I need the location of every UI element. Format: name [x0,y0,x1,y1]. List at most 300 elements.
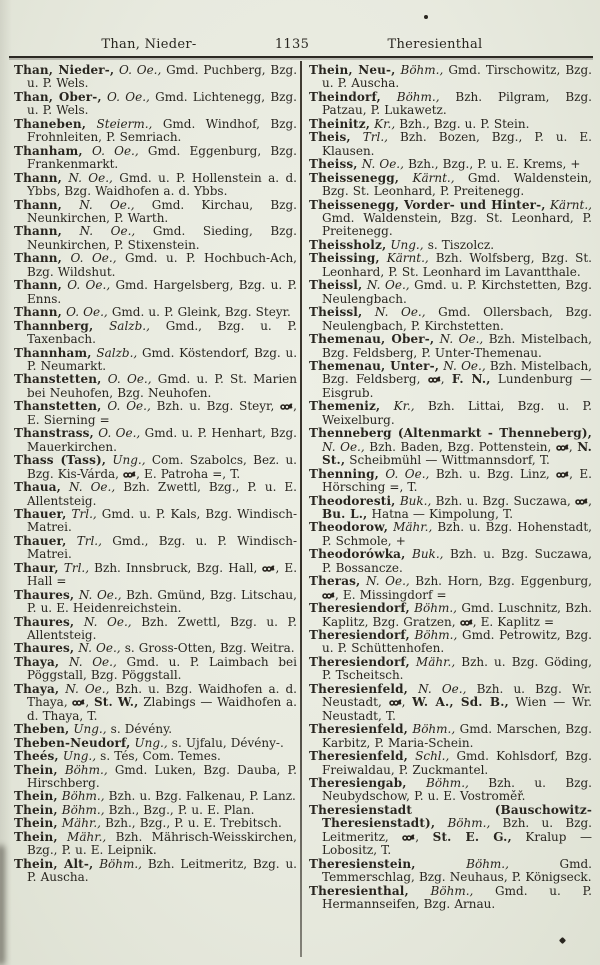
entry-text: , E. Missingdorf = [335,587,447,602]
entry-headword: Theben, [14,722,70,737]
region-abbrev: Böhm., [407,722,456,737]
entry [14,400,297,427]
entry [14,373,297,400]
region-abbrev: Ung., [106,453,146,468]
column-right [309,64,592,912]
region-abbrev: N. Oe., [439,358,486,373]
entry-text: , E. Hall = [27,560,298,589]
region-abbrev: N. Oe., [322,439,365,454]
region-abbrev: Kärnt., [399,170,455,185]
region-abbrev: N. Oe., [74,641,121,656]
entry-headword: Thein, [14,829,58,844]
entry-text: Bzh. Mährisch-Weisskirchen, Bzg., P. u. E. Leipnik. [27,829,297,858]
posthorn-icon [72,695,85,709]
entry-text: s. Ujfalu, Dévény-. [167,735,284,750]
entry-text: Bzh., Bzg. u. P. Stein. [395,116,530,131]
entry-text: Gmd. Kirchau, Bzg. Neunkirchen, P. Warth. [27,197,297,225]
binding-smudge [0,845,5,965]
entry-text: Gmd. Hargelsberg, Bzg. u. P. Enns. [27,278,297,306]
region-abbrev: Mähr., [57,816,101,831]
entry-text: Bzh. Leitmeritz, Bzg. u. P. Auscha. [27,856,297,885]
region-abbrev: Böhm., [380,89,440,104]
region-abbrev: Kärnt., [545,197,592,212]
entry-headword: Thaures, [14,614,75,629]
entry-text: Bzh. u. Bzg. Linz, [429,466,557,481]
region-abbrev: Kärnt., [379,251,429,266]
entry-text: Gmd. Waldenstein, Bzg. St. Leonhard, P. Preitenegg. [322,170,592,199]
region-abbrev: O. Oe., [93,426,141,441]
entry-text: Bzh. u. Bzg. Neubydschow, P. u. E. Vostroměř. [322,776,592,804]
posthorn-icon [402,830,415,844]
entry-headword: Thauer, [14,533,67,548]
entry-headword: Theissenegg, Vorder- und Hinter-, [309,197,546,212]
entry-text: Gmd. Puchberg, Bzg. u. P. Wels. [27,63,298,91]
entry-text: Bzh. Littai, Bzg. u. P. Weixelburg. [322,399,592,427]
entry-headword: Theresienfeld, [309,722,408,737]
region-abbrev: Trl., [350,130,388,145]
entry-text: , [588,493,592,508]
entry [309,723,592,750]
entry [14,790,297,803]
region-abbrev: Böhm., [409,601,457,616]
entry-text: Bzh. u. Bzg. Falkenau, P. Lanz. [104,789,296,804]
entry-headword: Thenning, [309,466,379,481]
region-abbrev: O. Oe., [378,466,430,481]
entry-text: Bzh., Bzg., P. u. E. Trebitsch. [101,816,282,831]
running-header-right: Theresienthal [387,37,483,52]
railway-abbrev: N. St., [322,439,592,468]
entry [14,347,297,374]
entry-text: Gmd. Petrowitz, Bzg. u. P. Schüttenhofen. [322,628,592,656]
region-abbrev: Trl., [66,533,102,548]
entry-headword: Thass (Tass), [14,453,107,468]
entry-headword: Thein, [14,802,58,817]
entry-text: Bzh. Wolfsberg, Bzg. St. Leonhard, P. St. Leonhard im Lavantthale. [322,251,592,279]
entry-text: Bzh. Zwettl, Bzg. u. P. Allentsteig. [27,614,297,643]
entry-headword: Thaures, [14,587,75,602]
entry [309,158,592,171]
entry-headword: Thaya, [14,654,60,669]
entry-text: Bzh. Pilgram, Bzg. Patzau, P. Lukawetz. [322,89,592,118]
entry-headword: Thanstrass, [14,426,94,441]
entry-headword: Thein, [14,762,58,777]
entry [14,91,297,118]
region-abbrev: Böhm., [57,762,108,777]
entry [309,91,592,118]
entry-text: , E. Sierning = [27,399,297,427]
entry-headword: Than, Nieder-, [14,63,115,77]
entry-headword: Theissl, [309,278,363,293]
entry [14,320,297,347]
railway-abbrev: St. W., [93,695,139,710]
entry-text: Bzh. Gmünd, Bzg. Litschau, P. u. E. Heidenreichstein. [27,587,297,616]
ink-speck [559,937,566,944]
entry [309,602,592,629]
entry-text: , [85,695,94,710]
region-abbrev: O. Oe., [114,63,162,77]
posthorn-icon [262,561,275,575]
region-abbrev: N. Oe., [61,224,136,239]
region-abbrev: Trl., [58,560,90,575]
entry [309,777,592,804]
entry-text: , [415,829,433,844]
entry-text: Gmd., Bzg. u. P. Windisch-Matrei. [27,533,297,562]
entry-headword: Themenau, Unter-, [309,358,440,373]
region-abbrev: N. Oe., [61,197,135,212]
entry-headword: Thann, [14,251,62,266]
entry-text: Gmd., Bzg. u. P. Taxenbach. [27,318,297,347]
region-abbrev: Mähr., [57,829,107,844]
entry-headword: Theindorf, [309,89,381,104]
entry-headword: Theresienstadt (Bauschowitz-Theresienstadt), [309,802,592,831]
entry-headword: Thann, [14,224,62,239]
entry-headword: Theodoresti, [309,493,396,508]
entry [14,145,297,172]
entry-headword: Theinitz, [309,116,371,131]
entry [309,468,592,495]
region-abbrev: Kr., [380,399,415,414]
region-abbrev: Mähr., [388,520,433,535]
entry-headword: Theresienfeld, [309,749,408,764]
region-abbrev: N. Oe., [362,278,410,293]
entry-text: Wien — Wr. Neustadt, T. [322,695,592,723]
region-abbrev: N. Oe., [61,480,116,495]
entry [309,427,592,467]
region-abbrev: Böhm., [93,856,142,871]
posthorn-icon [556,467,569,481]
entry-text: , [401,695,413,710]
entry-headword: Than, Ober-, [14,89,102,104]
entry-text: Gmd. Luken, Bzg. Dauba, P. Hirschberg. [27,762,297,791]
posthorn-icon [322,588,335,602]
entry-text: s. Tiszolcz. [423,237,495,252]
region-abbrev: Böhm., [406,776,469,791]
entry [14,454,297,481]
posthorn-icon [280,399,293,413]
entry-text: Gmd. u. P. Henhart, Bzg. Mauerkirchen. [27,426,297,454]
entry-text: Gmd. Eggenburg, Bzg. Frankenmarkt. [27,143,297,172]
entry [309,683,592,723]
entry-text: Bzh., Bzg., P. u. E. Plan. [104,802,255,817]
entry-text: Gmd. u. P. Hollenstein a. d. Ybbs, Bzg. Waidhofen a. d. Ybbs. [27,170,297,199]
entry-headword: Theissl, [309,305,363,320]
entry [309,172,592,199]
entry-headword: Theés, [14,749,59,764]
entry-headword: Theresiengab, [309,776,407,791]
entry [14,172,297,199]
entry [309,118,592,131]
entry [309,64,592,91]
region-abbrev: Kr., [370,116,396,131]
entry-headword: Theresiendorf, [309,628,410,643]
entry-text: Gmd. Ollersbach, Bzg. Neulengbach, P. Kirchstetten. [322,305,592,333]
entry [309,629,592,656]
entry-headword: Thanstetten, [14,399,102,414]
column-divider [300,61,302,957]
running-header-left: Than, Nieder- [101,37,197,52]
entry-headword: Theis, [309,130,351,145]
region-abbrev: Salzb., [93,318,150,333]
entry-text: Bzh., Bzg., P. u. E. Krems, + [403,157,581,172]
region-abbrev: N. Oe., [59,681,110,696]
railway-abbrev: Bu. L., [322,506,368,521]
entry-text: , [568,439,578,454]
entry-headword: Thann, [14,170,62,185]
entry-headword: Theresienstein, [309,856,416,871]
region-abbrev: Böhm., [415,856,509,871]
entry-text: Gmd. Windhof, Bzg. Frohnleiten, P. Semriach. [27,116,297,145]
region-abbrev: N. Oe., [407,681,467,696]
entry-text: Bzh. Mistelbach, Bzg. Feldsberg, P. Unter-Themenau. [322,332,592,360]
entry-headword: Thanstetten, [14,372,102,387]
entry-text: Bzh. u. Bzg. Leitmeritz, [322,816,592,844]
entry-text: Gmd. Temmerschlag, Bzg. Neuhaus, P. Königseck. [322,856,592,885]
entry [14,750,297,763]
entry [14,642,297,655]
entry [14,858,297,885]
entry [14,199,297,226]
entry-text: Scheibmühl — Wittmannsdorf, T. [345,453,550,468]
entry-text: Bzh. Zwettl, Bzg., P. u. E. Allentsteig. [27,480,297,508]
entry [309,804,592,858]
entry-text: , E. Kaplitz = [472,614,555,629]
entry-text: Bzh. Bozen, Bzg., P. u. E. Klausen. [322,130,592,158]
entry-text: Gmd. u. P. Hochbuch-Ach, Bzg. Wildshut. [27,251,298,279]
entry [309,131,592,158]
entry-text: Gmd. Sieding, Bzg. Neunkirchen, P. Stixenstein. [27,224,297,252]
entry-headword: Theresiendorf, [309,654,410,669]
region-abbrev: O. Oe., [61,251,117,266]
entry-text: Bzh. Mistelbach, Bzg. Feldsberg, [322,358,592,387]
entry-headword: Theodorówka, [309,547,406,562]
region-abbrev: Böhm., [57,789,105,804]
entry-text: Lundenburg — Eisgrub. [322,372,592,400]
entry-headword: Themeniz, [309,399,381,414]
entry-text: Bzh. u. Bzg. Steyr, [150,399,281,414]
column-left [14,64,297,885]
railway-abbrev: St. E. G., [432,829,512,844]
entry-text: , E. Hörsching =, T. [322,466,592,495]
entry [309,495,592,522]
region-abbrev: Böhm., [57,802,105,817]
region-abbrev: Böhm., [409,628,458,643]
entry [309,333,592,360]
region-abbrev: O. Oe., [61,278,111,293]
entry [14,427,297,454]
region-abbrev: Steierm., [86,116,153,131]
entry [14,616,297,643]
region-abbrev: Ung., [69,722,107,737]
region-abbrev: O. Oe., [101,89,150,104]
entry-headword: Theissholz, [309,237,387,252]
entry-headword: Thenneberg (Altenmarkt - Thenneberg), [309,426,592,441]
entry [14,118,297,145]
entry [309,575,592,602]
posthorn-icon [123,467,136,481]
entry-text: Gmd. Köstendorf, Bzg. u. P. Neumarkt. [27,345,298,373]
entry-headword: Thannberg, [14,318,94,333]
entry-text: Com. Szabolcs, Bez. u. Bzg. Kis-Várda, [27,453,297,481]
entry-text: Bzh. Baden, Bzg. Pottenstein, [364,439,556,454]
entry [309,306,592,333]
entry [14,481,297,508]
region-abbrev: Ung., [130,735,168,750]
entry [14,589,297,616]
entry [309,199,592,239]
entry-text: Gmd. Tirschowitz, Bzg. u. P. Auscha. [322,63,592,91]
posthorn-icon [460,615,473,629]
entry-headword: Thein, [14,789,58,804]
entry-text: Bzh. u. Bzg. Waidhofen a. d. Thaya, [27,681,297,710]
entry-text: Gmd. u. P. Kirchstetten, Bzg. Neulengbach. [322,278,592,306]
region-abbrev: Buk., [395,493,432,508]
region-abbrev: O. Oe., [101,372,152,387]
entry-headword: Thein, [14,816,58,831]
entry [309,750,592,777]
entry-text: Gmd. u. P. Laimbach bei Pöggstall, Bzg. Pöggstall. [27,654,297,683]
region-abbrev: Mähr., [409,654,456,669]
region-abbrev: Salzb., [91,345,138,360]
entry-headword: Thein, Alt-, [14,856,94,871]
entry-text: Bzh. Horn, Bzg. Eggenburg, [409,574,592,589]
entry [14,683,297,723]
entry [309,656,592,683]
entry-headword: Theiss, [309,157,358,172]
entry-headword: Theissenegg, [309,170,400,185]
entry-text: , [440,372,452,387]
entry [14,225,297,252]
entry-headword: Thauer, [14,506,67,521]
region-abbrev: N. Oe., [357,157,404,172]
entry [309,239,592,252]
region-abbrev: Böhm., [435,816,491,831]
entry-headword: Theras, [309,574,361,589]
region-abbrev: Ung., [386,237,424,252]
region-abbrev: N. Oe., [360,574,410,589]
entry-headword: Theresiendorf, [309,601,410,616]
region-abbrev: Ung., [58,749,97,764]
entry-headword: Thann, [14,197,62,212]
posthorn-icon [575,494,588,508]
entry-text: Bzh. Innsbruck, Bzg. Hall, [89,560,263,575]
entry-text: s. Gross-Otten, Bzg. Weitra. [120,641,295,656]
entry [14,279,297,306]
entry [14,723,297,736]
posthorn-icon [389,695,402,709]
entry-headword: Thein, Neu-, [309,63,396,77]
entry-text: Zlabings — Waidhofen a. d. Thaya, T. [27,695,297,723]
entry [14,737,297,750]
region-abbrev: Buk., [405,547,444,562]
entry [14,535,297,562]
region-abbrev: N. Oe., [61,170,113,185]
entry-text: Gmd. u. P. St. Marien bei Neuhofen, Bzg. Neuhofen. [27,372,297,400]
region-abbrev: N. Oe., [362,305,426,320]
entry-headword: Thaur, [14,560,59,575]
railway-abbrev: W. A., Sd. B., [412,695,509,710]
entry-text: Gmd. Kohlsdorf, Bzg. Freiwaldau, P. Zuckmantel. [322,749,592,777]
entry-headword: Theresienfeld, [309,681,408,696]
entry-headword: Theben-Neudorf, [14,735,131,750]
entry-text: Gmd. Lichtenegg, Bzg. u. P. Wels. [27,89,297,118]
entry [14,817,297,830]
entry-headword: Theodorow, [309,520,389,535]
entry-headword: Theissing, [309,251,380,266]
entry [14,306,297,319]
entry-headword: Thaya, [14,681,60,696]
entry [309,360,592,400]
region-abbrev: Schl., [407,749,450,764]
entry [309,858,592,885]
entry [309,885,592,912]
entry-text: Bzh. u. Bzg. Suczawa, P. Bossancze. [322,547,592,575]
entry-headword: Thannham, [14,345,92,360]
entry [309,548,592,575]
page-number: 1135 [274,37,310,52]
region-abbrev: N. Oe., [434,332,484,347]
entry [309,400,592,427]
entry-text: Bzh. u. Bzg. Suczawa, [431,493,576,508]
region-abbrev: O. Oe., [82,143,139,158]
entry-text: Bzh. u. Bzg. Göding, P. Tscheitsch. [322,654,592,683]
region-abbrev: Böhm., [408,883,474,898]
entry [14,508,297,535]
entry-text: Gmd. u. P. Hermannseifen, Bzg. Arnau. [322,883,592,912]
entry-headword: Thaua, [14,480,62,495]
entry [309,521,592,548]
region-abbrev: Böhm., [395,63,444,77]
posthorn-icon [556,440,569,454]
entry-text: Gmd. Marschen, Bzg. Karbitz, P. Maria-Schein. [322,722,592,750]
entry [309,252,592,279]
entry-headword: Thann, [14,305,62,320]
region-abbrev: O. Oe., [61,305,108,320]
entry-text: Bzh. u. Bzg. Wr. Neustadt, [322,681,592,710]
entry-text: Gmd. Luschnitz, Bzh. Kaplitz, Bzg. Gratzen, [322,601,592,629]
entry [14,252,297,279]
entry-headword: Thann, [14,278,62,293]
region-abbrev: O. Oe., [101,399,151,414]
entry-text: Hatna — Kimpolung, T. [367,506,514,521]
ink-speck [424,15,428,19]
entry-text: s. Dévény. [106,722,173,737]
header-rule [9,56,593,58]
railway-abbrev: F. N., [451,372,491,387]
region-abbrev: N. Oe., [59,654,117,669]
entry-text: Gmd. u. P. Kals, Bzg. Windisch-Matrei. [27,506,298,535]
region-abbrev: N. Oe., [74,614,132,629]
region-abbrev: Trl., [66,506,97,521]
entry [14,831,297,858]
region-abbrev: N. Oe., [74,587,122,602]
posthorn-icon [428,372,441,386]
entry [14,804,297,817]
entry-text: Gmd. u. P. Gleink, Bzg. Steyr. [107,305,291,320]
entry-text: , E. Patroha =, T. [136,466,241,481]
entry-headword: Thanham, [14,143,83,158]
entry [14,562,297,589]
entry [14,64,297,91]
entry-text: Gmd. Waldenstein, Bzg. St. Leonhard, P. Preitenegg. [322,210,592,239]
entry-headword: Thaures, [14,641,75,656]
entry-text: Bzh. u. Bzg. Hohenstadt, P. Schmole, + [322,520,592,548]
entry [14,764,297,791]
entry [14,656,297,683]
entry-text: Kralup — Lobositz, T. [322,829,592,858]
entry-text: s. Tés, Com. Temes. [96,749,221,764]
entry-headword: Thaneben, [14,116,87,131]
entry-headword: Themenau, Ober-, [309,332,435,347]
